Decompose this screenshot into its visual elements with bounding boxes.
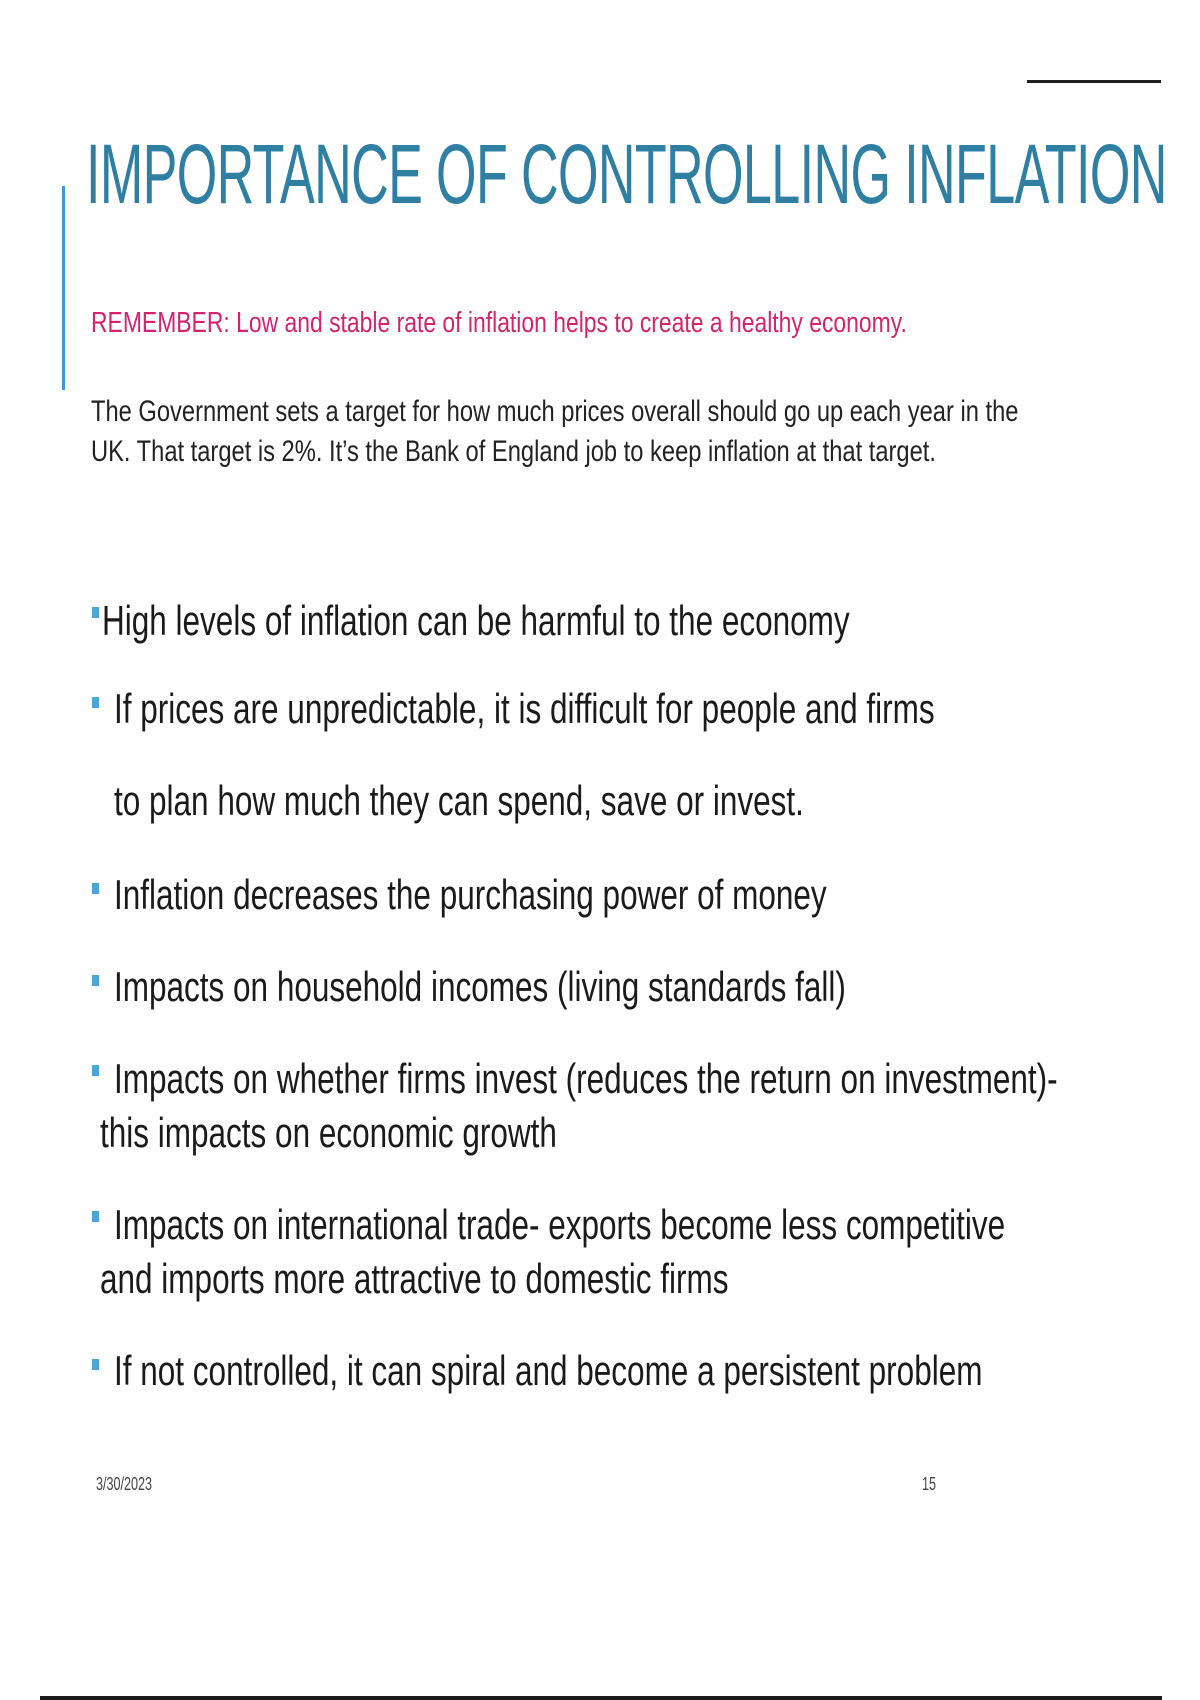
square-bullet-icon	[92, 697, 99, 708]
bullet-text-continuation: and imports more attractive to domestic firms	[100, 1255, 729, 1302]
bullet-text: If not controlled, it can spiral and become a persistent problem	[114, 1347, 983, 1394]
bullet-text-continuation: to plan how much they can spend, save or invest.	[114, 777, 804, 824]
title-accent-bar	[62, 186, 65, 390]
square-bullet-icon	[92, 975, 99, 986]
slide-page-number: 15	[922, 1474, 937, 1494]
intro-paragraph	[91, 392, 1018, 472]
intro-line: The Government sets a target for how much prices overall should go up each year in the	[91, 395, 1019, 428]
top-divider-line	[1027, 80, 1161, 83]
bullet-text: Impacts on household incomes (living standards fall)	[114, 963, 846, 1010]
slide-title: IMPORTANCE OF CONTROLLING INFLATION	[86, 127, 1167, 221]
square-bullet-icon	[92, 1211, 99, 1222]
square-bullet-icon	[92, 883, 99, 894]
square-bullet-icon	[92, 607, 99, 618]
bottom-divider-line	[40, 1696, 1162, 1700]
slide-date: 3/30/2023	[96, 1474, 153, 1494]
bullet-text: High levels of inflation can be harmful to the economy	[102, 597, 850, 644]
bullet-text-continuation: this impacts on economic growth	[100, 1109, 557, 1156]
bullet-text: Impacts on international trade- exports become less competitive	[114, 1201, 1006, 1248]
bullet-text: Inflation decreases the purchasing power of money	[114, 871, 827, 918]
bullet-text: If prices are unpredictable, it is difficult for people and firms	[114, 685, 935, 732]
bullet-text: Impacts on whether firms invest (reduces the return on investment)-	[114, 1055, 1058, 1102]
remember-note: REMEMBER: Low and stable rate of inflation helps to create a healthy economy.	[91, 307, 907, 339]
square-bullet-icon	[92, 1065, 99, 1076]
square-bullet-icon	[92, 1359, 99, 1370]
intro-line: UK. That target is 2%. It’s the Bank of England job to keep inflation at that target.	[91, 435, 936, 468]
